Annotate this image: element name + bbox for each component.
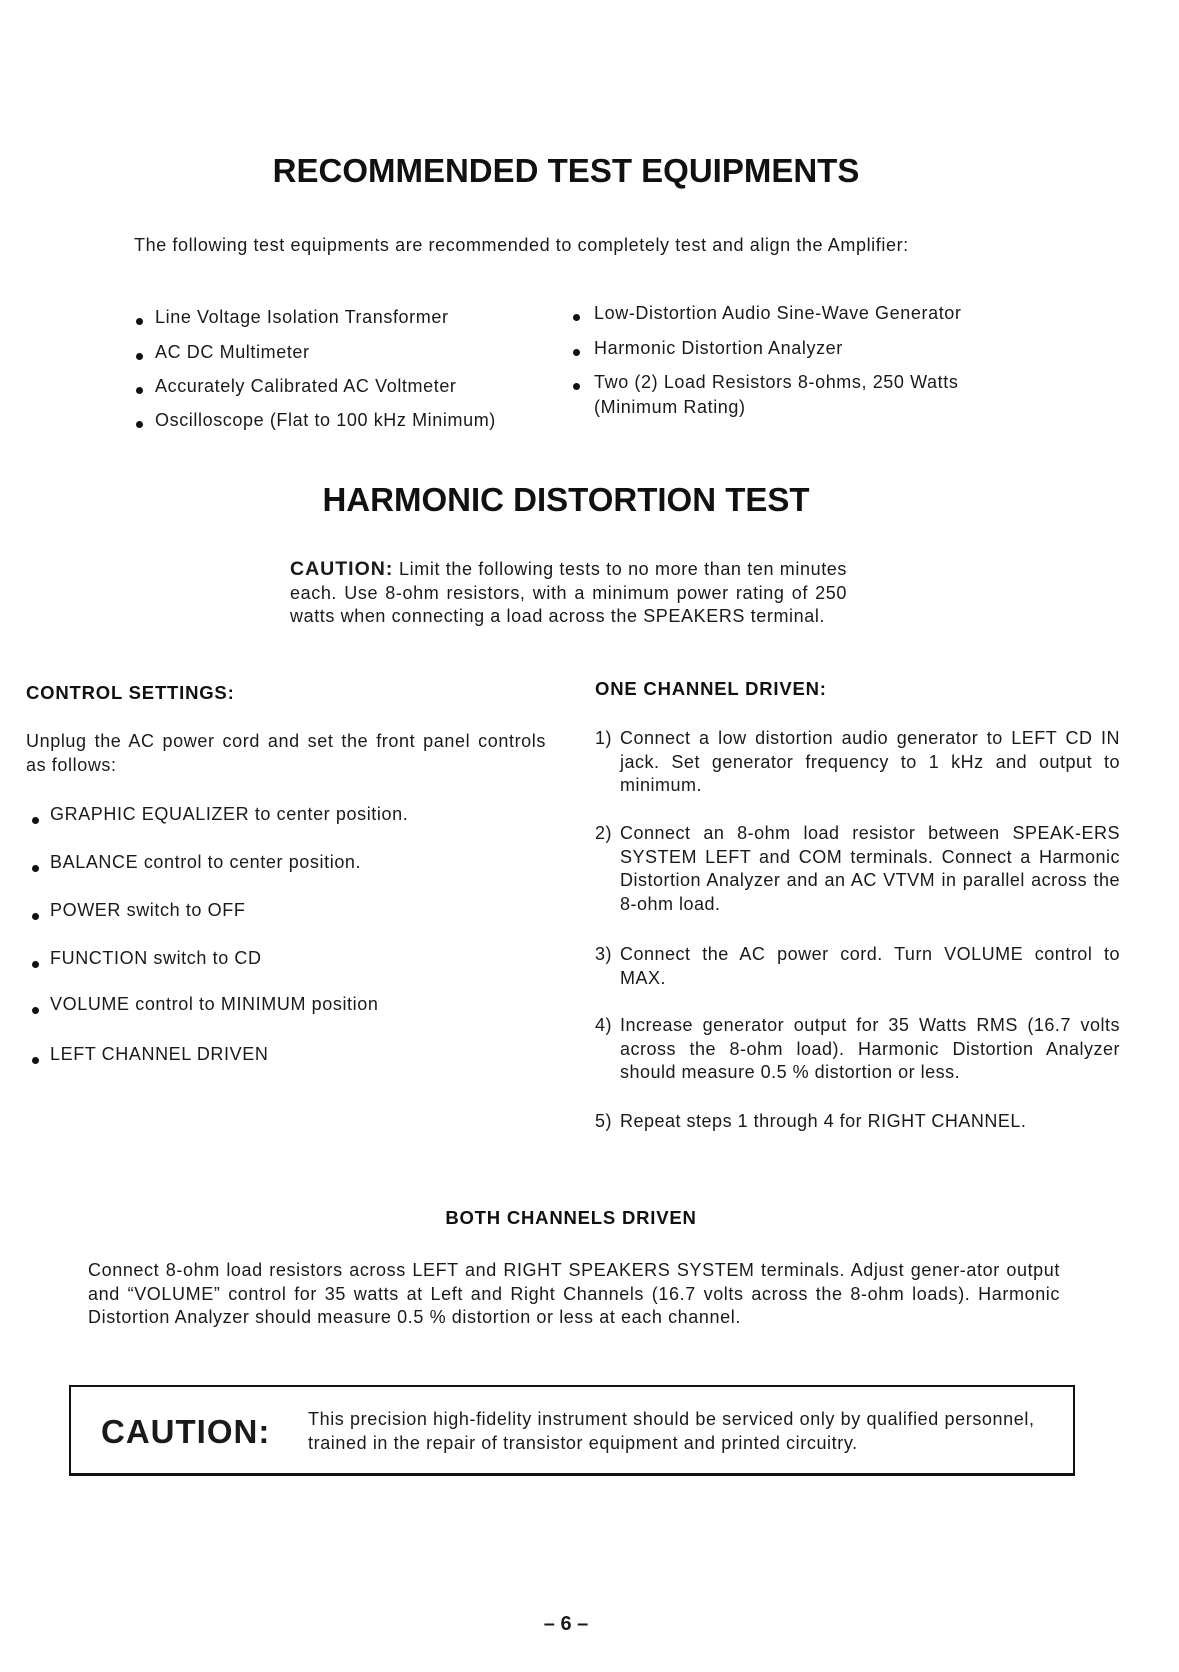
bullet-icon — [32, 817, 39, 824]
control-settings-intro: Unplug the AC power cord and set the front panel controls as follows: — [26, 731, 546, 775]
list-item: Two (2) Load Resistors 8-ohms, 250 Watts — [594, 372, 959, 392]
step-number: 2) — [595, 823, 613, 843]
step-number: 4) — [595, 1015, 613, 1035]
step-item — [595, 1014, 1120, 1085]
bullet-icon — [136, 421, 143, 428]
list-item: Line Voltage Isolation Transformer — [155, 307, 449, 327]
page-number: – 6 – — [543, 1613, 589, 1635]
bullet-icon — [136, 387, 143, 394]
bullet-icon — [136, 353, 143, 360]
bullet-icon — [573, 314, 580, 321]
step-number: 5) — [595, 1111, 613, 1131]
bullet-icon — [32, 865, 39, 872]
caution-box-text: This precision high-fidelity instrument should be serviced only by qualified personnel, trained in the repair of transistor equipment and printed circuitry. — [308, 1409, 1035, 1453]
step-item — [595, 822, 1120, 916]
bullet-icon — [573, 383, 580, 390]
distortion-caution — [290, 558, 847, 629]
step-text: Connect an 8-ohm load resistor between SPEAK-ERS SYSTEM LEFT and COM terminals. Connect a Harmonic Distortion Analyzer and an AC VTVM in parallel across the 8-ohm load. — [620, 823, 1120, 914]
equipments-intro: The following test equipments are recommended to completely test and align the Amplifier: — [134, 235, 909, 255]
list-item: POWER switch to OFF — [50, 900, 246, 920]
step-number: 1) — [595, 728, 613, 748]
list-item: GRAPHIC EQUALIZER to center position. — [50, 804, 409, 824]
list-item: AC DC Multimeter — [155, 342, 310, 362]
step-item — [595, 943, 1120, 990]
bullet-icon — [136, 318, 143, 325]
step-text: Repeat steps 1 through 4 for RIGHT CHANNEL. — [620, 1111, 1027, 1131]
step-number: 3) — [595, 944, 613, 964]
list-item: VOLUME control to MINIMUM position — [50, 994, 379, 1014]
distortion-title: HARMONIC DISTORTION TEST — [322, 481, 810, 518]
list-item: LEFT CHANNEL DRIVEN — [50, 1044, 269, 1064]
one-channel-heading: ONE CHANNEL DRIVEN: — [595, 678, 827, 699]
step-text: Increase generator output for 35 Watts RMS (16.7 volts across the 8-ohm load). Harmonic Distortion Analyzer should measure 0.5 % distortion or less. — [620, 1015, 1120, 1082]
list-item: Harmonic Distortion Analyzer — [594, 338, 843, 358]
list-item: Oscilloscope (Flat to 100 kHz Minimum) — [155, 410, 496, 430]
caution-label: CAUTION: — [290, 558, 394, 580]
step-text: Connect a low distortion audio generator to LEFT CD IN jack. Set generator frequency to 1 kHz and output to minimum. — [620, 728, 1120, 795]
step-item — [595, 727, 1120, 798]
step-item — [595, 1110, 1120, 1134]
list-item-continuation: (Minimum Rating) — [594, 397, 746, 417]
step-text: Connect the AC power cord. Turn VOLUME control to MAX. — [620, 944, 1120, 988]
control-settings-heading: CONTROL SETTINGS: — [26, 682, 235, 703]
bullet-icon — [32, 1057, 39, 1064]
bullet-icon — [32, 1007, 39, 1014]
caution-text: Limit the following tests to no more than ten minutes each. Use 8-ohm resistors, with a minimum power rating of 250 watts when connecting a load across the SPEAKERS terminal. — [290, 559, 848, 626]
caution-box — [69, 1385, 1075, 1476]
list-item: Low-Distortion Audio Sine-Wave Generator — [594, 303, 962, 323]
caution-box-label: CAUTION: — [101, 1413, 271, 1450]
bullet-icon — [573, 349, 580, 356]
list-item: FUNCTION switch to CD — [50, 948, 262, 968]
both-channels-text: Connect 8-ohm load resistors across LEFT and RIGHT SPEAKERS SYSTEM terminals. Adjust gener-ator output and “VOLUME” control for 35 watts at Left and Right Channels (16.7 volts across the 8-ohm loads). Harmonic Distortion Analyzer should measure 0.5 % distortion or less at each channel. — [88, 1260, 1060, 1327]
bullet-icon — [32, 961, 39, 968]
equipments-title: RECOMMENDED TEST EQUIPMENTS — [272, 152, 860, 189]
list-item: Accurately Calibrated AC Voltmeter — [155, 376, 457, 396]
both-channels-heading: BOTH CHANNELS DRIVEN — [445, 1207, 697, 1228]
bullet-icon — [32, 913, 39, 920]
list-item: BALANCE control to center position. — [50, 852, 362, 872]
